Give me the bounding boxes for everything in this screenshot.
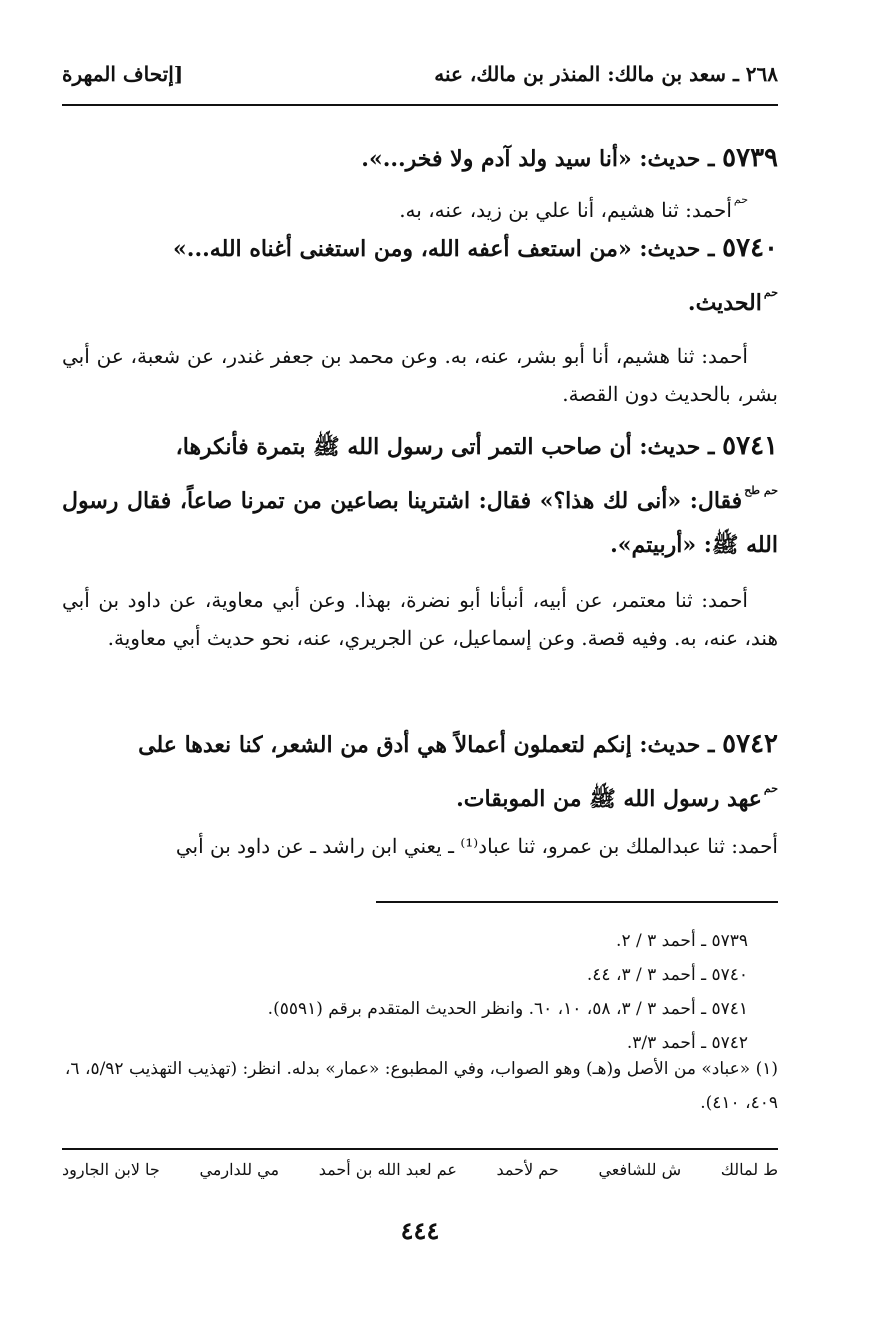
book-title: [إتحاف المهرة [62, 62, 184, 86]
abbreviations-key [62, 1160, 778, 1194]
reference-item: ٥٧٤٢ ـ أحمد ٣/٣. [626, 1033, 748, 1053]
page-header [62, 56, 778, 92]
hadith-isnad: أحمد: ثنا هشيم، أنا أبو بشر، عنه، به. وعن محمد بن جعفر غندر، عن شعبة، عن أبي بشر، بالحديث دون القصة. [62, 344, 778, 406]
source-siglum: حم [733, 193, 748, 206]
abbreviations-rule [62, 1148, 778, 1150]
book-page [62, 0, 778, 1325]
hadith-entry-5741 [62, 424, 778, 657]
hadith-heading: ٥٧٤٠ ـ حديث: «من استعف أعفه الله، ومن استغنى أغناه الله...» [173, 233, 778, 263]
hadith-heading: ٥٧٤٢ ـ حديث: إنكم لتعملون أعمالاً هي أدق من الشعر، كنا نعدها على [138, 729, 778, 759]
abbreviation-item: ش للشافعي [598, 1160, 682, 1179]
hadith-isnad: أحمد: ثنا عبدالملك بن عمرو، ثنا عباد⁽¹⁾ ـ يعني ابن راشد ـ عن داود بن أبي [175, 834, 778, 858]
footnote-rule [376, 901, 778, 903]
page-number: ٤٤٤ [400, 1216, 440, 1245]
abbreviation-item: جا لابن الجارود [62, 1160, 160, 1179]
running-title: ٢٦٨ ـ سعد بن مالك: المنذر بن مالك، عنه [434, 62, 778, 86]
footnote: (١) «عباد» من الأصل و(هـ) وهو الصواب، وفي المطبوع: «عمار» بدله. انظر: (تهذيب التهذيب ٥/٩٢، ٦، ٤٠٩، ٤١٠). [64, 1059, 778, 1113]
hadith-heading-continued: حمالحديث. [62, 271, 778, 325]
hadith-isnad: أحمد: ثنا معتمر، عن أبيه، أنبأنا أبو نضرة، بهذا. وعن أبي معاوية، عن داود بن أبي هند، عنه، به. وفيه قصة. وعن إسماعيل، عن الجريري، عنه، نحو حديث أبي معاوية. [62, 588, 778, 650]
reference-item: ٥٧٣٩ ـ أحمد ٣ / ٢. [616, 931, 748, 951]
source-siglum: حم طح [744, 484, 778, 497]
reference-list [62, 924, 778, 1060]
hadith-heading-continued: حمعهد رسول الله ﷺ من الموبقات. [62, 767, 778, 821]
abbreviation-item: مي للدارمي [199, 1160, 280, 1179]
hadith-heading: ٥٧٣٩ ـ حديث: «أنا سيد ولد آدم ولا فخر...». [361, 143, 778, 173]
source-siglum: حم [763, 286, 778, 299]
hadith-heading: ٥٧٤١ ـ حديث: أن صاحب التمر أتى رسول الله ﷺ بتمرة فأنكرها، [175, 431, 778, 461]
reference-item: ٥٧٤٠ ـ أحمد ٣ / ٣، ٤٤. [586, 965, 748, 985]
hadith-isnad: حمأحمد: ثنا هشيم، أنا علي بن زيد، عنه، به. [62, 181, 778, 229]
hadith-entry-5739 [62, 136, 778, 229]
hadith-entry-5740 [62, 226, 778, 413]
abbreviation-item: حم لأحمد [496, 1160, 559, 1179]
hadith-entry-5742 [62, 722, 778, 865]
abbreviation-item: ط لمالك [720, 1160, 778, 1179]
reference-item: ٥٧٤١ ـ أحمد ٣ / ٣، ٥٨، ١٠، ٦٠. وانظر الحديث المتقدم برقم (٥٥٩١). [267, 999, 748, 1019]
header-rule [62, 104, 778, 106]
abbreviation-item: عم لعبد الله بن أحمد [318, 1160, 457, 1179]
hadith-heading-continued: حم طحفقال: «أنى لك هذا؟» فقال: اشترينا بصاعين من تمرنا صاعاً، فقال رسول الله ﷺ: «أربيتم». [62, 469, 778, 567]
source-siglum: حم [763, 782, 778, 795]
